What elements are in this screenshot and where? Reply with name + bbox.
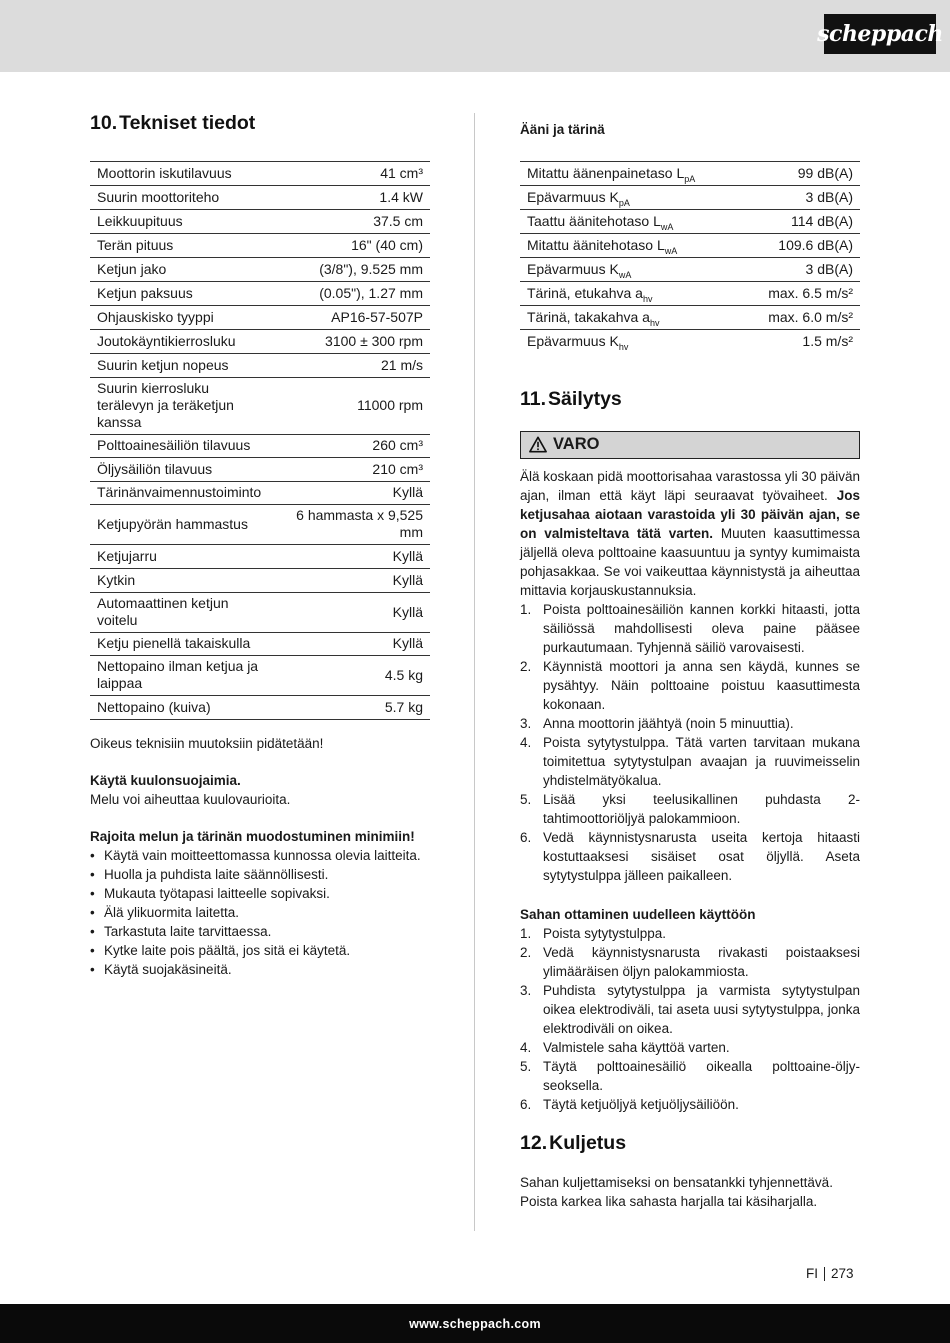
- table-row: [90, 258, 430, 282]
- table-row: [90, 162, 430, 186]
- table-row: [90, 186, 430, 210]
- table-row: [90, 282, 430, 306]
- footer-bar: [0, 1304, 950, 1343]
- spec-label: Ohjauskisko tyyppi: [97, 308, 214, 325]
- table-row: [90, 505, 430, 545]
- table-row: [90, 569, 430, 593]
- spec-table: [90, 161, 430, 720]
- list-item: 1. Poista sytytystulppa.: [520, 925, 667, 941]
- noise-vibration-heading: Ääni ja tärinä: [520, 122, 605, 137]
- spec-label: Automaattinen ketjun voitelu: [97, 595, 229, 628]
- spec-label: Ketju pienellä takaiskulla: [97, 635, 251, 651]
- table-row: [90, 354, 430, 378]
- noise-value: max. 6.0 m/s²: [768, 308, 853, 325]
- right-column: [520, 120, 860, 1211]
- table-row: [90, 435, 430, 458]
- restart-steps-list: [520, 924, 860, 1114]
- noise-table: [520, 161, 860, 354]
- spec-label: Kytkin: [97, 571, 136, 588]
- table-row: [90, 234, 430, 258]
- spec-label: Suurin ketjun nopeus: [97, 356, 229, 373]
- spec-label: Ketjujarru: [97, 547, 157, 564]
- noise-value: 109.6 dB(A): [778, 236, 853, 253]
- noise-value: 1.5 m/s²: [802, 332, 853, 349]
- spec-label: Moottorin iskutilavuus: [97, 164, 232, 181]
- list-item: 6. Vedä käynnistysnarusta useita kertoja hitaasti kostuttaaksesi sisäiset osat öljyllä. Aseta sytytystulppa jälleen paikalleen.: [520, 829, 860, 883]
- list-item: 2. Vedä käynnistysnarusta rivakasti poistaaksesi ylimääräisen öljyn palokammiosta.: [520, 944, 860, 979]
- spec-label: Nettopaino (kuiva): [97, 698, 211, 715]
- noise-label: Epävarmuus $K_{hv}$: [527, 332, 629, 352]
- table-row: [520, 186, 860, 210]
- noise-label: Epävarmuus $K_{wA}$: [527, 260, 632, 280]
- spec-value: 5.7 kg: [384, 698, 423, 715]
- warning-icon: [529, 436, 547, 453]
- noise-value: 114 dB(A): [791, 212, 853, 229]
- spec-label: Ketjun paksuus: [97, 284, 193, 301]
- language-code: FI: [806, 1266, 818, 1281]
- spec-label: Tärinänvaimennustoiminto: [97, 484, 262, 500]
- table-row: [90, 330, 430, 354]
- section-title-technical-data: 10. Tekniset tiedot: [90, 112, 256, 134]
- warning-label: VARO: [553, 435, 600, 453]
- spec-value: (0.05"), 1.27 mm: [319, 284, 423, 301]
- ear-protection-text: Melu voi aiheuttaa kuulovaurioita.: [90, 792, 291, 807]
- table-row: [90, 458, 430, 482]
- spec-label: Leikkuupituus: [97, 212, 183, 229]
- table-row: [90, 545, 430, 569]
- table-row: [90, 593, 430, 633]
- spec-value: Kyllä: [392, 635, 423, 651]
- spec-value: Kyllä: [392, 547, 423, 564]
- list-item: • Käytä suojakäsineitä.: [90, 962, 232, 977]
- transport-text: Sahan kuljettamiseksi on bensatankki tyhjennettävä. Poista karkea lika sahasta harjalla tai käsiharjalla.: [520, 1174, 833, 1209]
- table-row: [90, 633, 430, 656]
- spec-value: 210 cm³: [372, 460, 423, 477]
- table-row: [90, 306, 430, 330]
- spec-value: 260 cm³: [372, 437, 423, 453]
- scheppach-logo: scheppach: [824, 14, 936, 54]
- noise-value: 99 dB(A): [797, 164, 853, 181]
- spec-value: 3100 ± 300 rpm: [325, 332, 423, 349]
- spec-value: Kyllä: [392, 484, 423, 500]
- page-number: [806, 1266, 854, 1281]
- spec-label: Suurin moottoriteho: [97, 188, 220, 205]
- table-row: [90, 696, 430, 720]
- spec-label: Joutokäyntikierrosluku: [97, 332, 236, 349]
- noise-label: Mitattu äänitehotaso $L_{wA}$: [527, 236, 678, 256]
- noise-value: 3 dB(A): [805, 260, 853, 277]
- list-item: • Mukauta työtapasi laitteelle sopivaksi.: [90, 886, 330, 901]
- table-row: [520, 306, 860, 330]
- noise-label: Mitattu äänenpainetaso $L_{pA}$: [527, 164, 696, 184]
- noise-value: max. 6.5 m/s²: [768, 284, 853, 301]
- table-row: [520, 162, 860, 186]
- header-bar: [0, 0, 950, 72]
- list-item: 2. Käynnistä moottori ja anna sen käydä, kunnes se pysähtyy. Näin polttoaine poistuu kaasuttimesta kokonaan.: [520, 658, 860, 712]
- table-row: [520, 234, 860, 258]
- spec-label: Suurin kierrosluku terälevyn ja teräketjun kanssa: [97, 380, 234, 430]
- list-item: • Huolla ja puhdista laite säännöllisesti.: [90, 867, 329, 882]
- storage-warning-text: Älä koskaan pidä moottorisahaa varastossa yli 30 päivän ajan, ilman että käyt läpi seuraavat työvaiheet. Jos ketjusahaa aiotaan varastoida yli 30 päivän ajan, se on valmisteltava tätä varten. Muuten kaasuttimessa jäljellä oleva polttoaine kaasuuntuu ja syntyy kumimaista pohjasakkaa. Se voi vaikeuttaa käynnistystä ja aiheuttaa mittavia korjauskustannuksia.: [520, 468, 860, 598]
- table-row: [520, 282, 860, 306]
- spec-label: Ketjun jako: [97, 260, 167, 277]
- spec-value: Kyllä: [392, 571, 423, 588]
- list-item: 3. Puhdista sytytystulppa ja varmista sytytystulpan oikea elektrodiväli, tai aseta uusi sytytystulppa, jonka elektrodiväli on oikea.: [520, 982, 860, 1036]
- website-url: www.scheppach.com: [409, 1316, 541, 1331]
- spec-label: Terän pituus: [97, 236, 174, 253]
- warning-box: [520, 431, 860, 459]
- spec-label: Polttoainesäiliön tilavuus: [97, 437, 251, 453]
- table-row: [520, 210, 860, 234]
- spec-value: 1.4 kW: [379, 188, 423, 205]
- spec-value: AP16-57-507P: [331, 308, 423, 325]
- spec-label: Öljysäiliön tilavuus: [97, 460, 213, 477]
- list-item: • Tarkastuta laite tarvittaessa.: [90, 924, 272, 939]
- table-row: [90, 210, 430, 234]
- spec-label: Nettopaino ilman ketjua ja laippaa: [97, 658, 259, 691]
- section-title-transport: 12. Kuljetus: [520, 1131, 627, 1154]
- list-item: • Käytä vain moitteettomassa kunnossa olevia laitteita.: [90, 848, 421, 863]
- noise-label: Epävarmuus $K_{pA}$: [527, 188, 630, 208]
- list-item: 5. Lisää yksi teelusikallinen puhdasta 2-tahtimoottoriöljyä palokammioon.: [520, 791, 860, 826]
- spec-value: 4.5 kg: [384, 666, 423, 683]
- noise-value: 3 dB(A): [805, 188, 853, 205]
- list-item: 4. Poista sytytystulppa. Tätä varten tarvitaan mukana toimitettua sytytystulpan avaajan ja ruuvimeisselin yhdistelmätyökalua.: [520, 734, 860, 788]
- ear-protection-heading: Käytä kuulonsuojaimia.: [90, 773, 241, 788]
- storage-steps-list: [520, 600, 860, 885]
- page-number-value: 273: [831, 1266, 854, 1281]
- section-title-storage: 11. Säilytys: [520, 387, 622, 410]
- spec-value: 6 hammasta x 9,525 mm: [296, 507, 423, 540]
- list-item: • Älä ylikuormita laitetta.: [90, 905, 240, 920]
- spec-label: Ketjupyörän hammastus: [97, 515, 248, 532]
- restart-heading: Sahan ottaminen uudelleen käyttöön: [520, 906, 756, 922]
- table-row: [520, 330, 860, 354]
- rights-note: Oikeus teknisiin muutoksiin pidätetään!: [90, 736, 324, 751]
- table-row: [90, 378, 430, 435]
- spec-value: 37.5 cm: [373, 212, 423, 229]
- spec-value: 41 cm³: [380, 164, 423, 181]
- list-item: 6. Täytä ketjuöljyä ketjuöljysäiliöön.: [520, 1096, 739, 1112]
- table-row: [90, 656, 430, 696]
- list-item: 1. Poista polttoainesäiliön kannen korkki hitaasti, jotta säiliössä mahdollisesti oleva paine pääsee purkautumaan. Tyhjennä säiliö varovaisesti.: [520, 601, 860, 655]
- noise-tips-list: [90, 846, 430, 979]
- noise-label: Tärinä, takakahva $a_{hv}$: [527, 308, 660, 328]
- table-row: [520, 258, 860, 282]
- limit-noise-heading: Rajoita melun ja tärinän muodostuminen minimiin!: [90, 829, 415, 844]
- list-item: 4. Valmistele saha käyttöä varten.: [520, 1039, 730, 1055]
- spec-value: 11000 rpm: [357, 397, 423, 413]
- list-item: 5. Täytä polttoainesäiliö oikealla polttoaine-öljy-seoksella.: [520, 1058, 860, 1093]
- separator: [824, 1267, 825, 1281]
- column-divider: [474, 113, 475, 1231]
- list-item: 3. Anna moottorin jäähtyä (noin 5 minuuttia).: [520, 715, 794, 731]
- noise-label: Taattu äänitehotaso $L_{wA}$: [527, 212, 674, 232]
- spec-value: 21 m/s: [380, 356, 423, 373]
- spec-value: (3/8"), 9.525 mm: [319, 260, 423, 277]
- left-column: [90, 112, 430, 979]
- table-row: [90, 482, 430, 505]
- list-item: • Kytke laite pois päältä, jos sitä ei käytetä.: [90, 943, 351, 958]
- spec-value: Kyllä: [392, 603, 423, 620]
- spec-value: 16" (40 cm): [351, 236, 423, 253]
- noise-label: Tärinä, etukahva $a_{hv}$: [527, 284, 653, 304]
